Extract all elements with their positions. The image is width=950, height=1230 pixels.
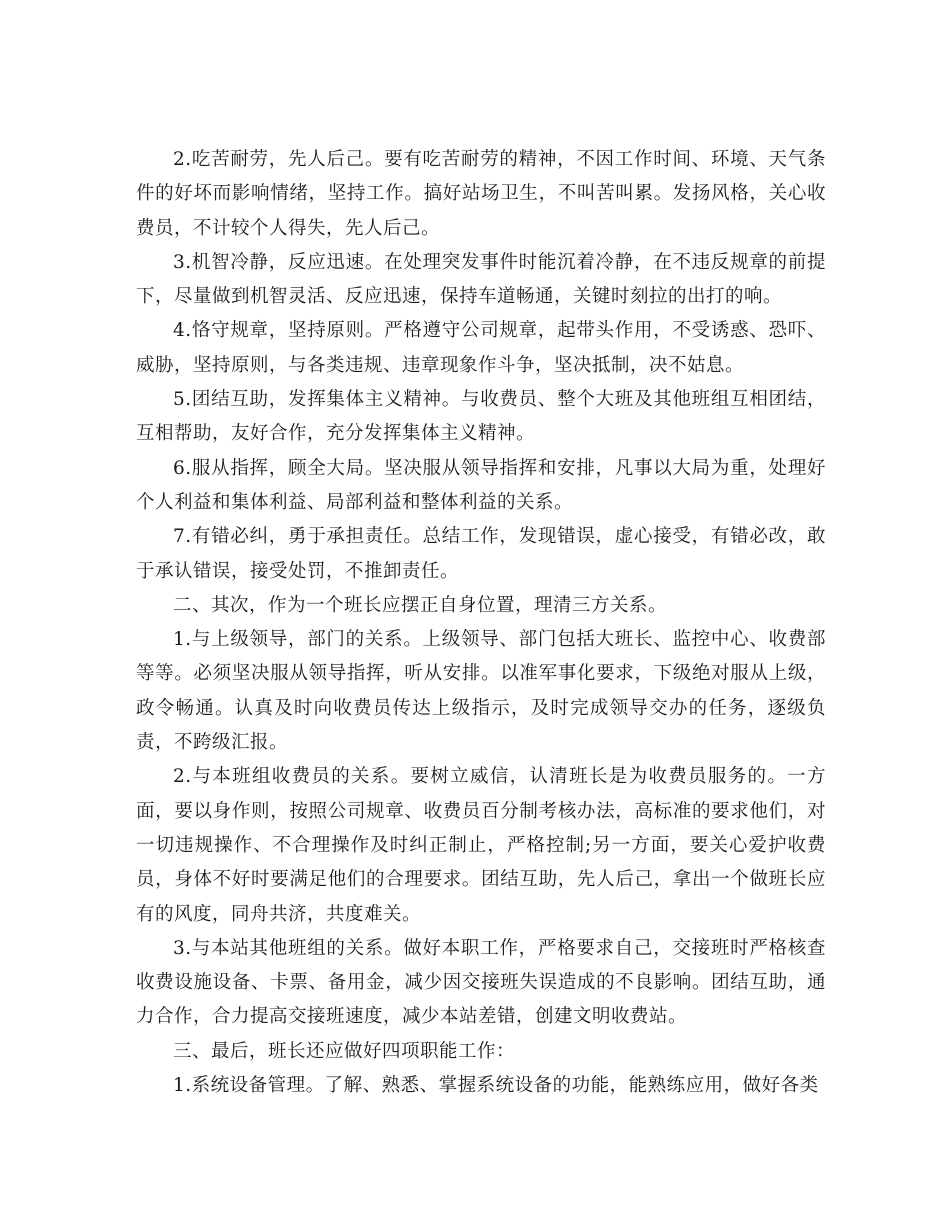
paragraph: 3.与本站其他班组的关系。做好本职工作，严格要求自己，交接班时严格核查收费设施设备、卡票、备用金，减少因交接班失误造成的不良影响。团结互助，通力合作，合力提高交接班速度，减少本站差错，创建文明收费站。 [136,937,826,1028]
paragraph: 7.有错必纠，勇于承担责任。总结工作，发现错误，虚心接受，有错必改，敢于承认错误，接受处罚，不推卸责任。 [136,526,826,582]
paragraph: 2.吃苦耐劳，先人后己。要有吃苦耐劳的精神，不因工作时间、环境、天气条件的好坏而影响情绪，坚持工作。搞好站场卫生，不叫苦叫累。发扬风格，关心收费员，不计较个人得失，先人后己。 [136,149,826,239]
paragraph: 1.与上级领导，部门的关系。上级领导、部门包括大班长、监控中心、收费部等等。必须坚决服从领导指挥，听从安排。以准军事化要求，下级绝对服从上级，政令畅通。认真及时向收费员传达上级指示，及时完成领导交办的任务，逐级负责，不跨级汇报。 [136,629,826,754]
paragraph: 3.机智冷静，反应迅速。在处理突发事件时能沉着冷静，在不违反规章的前提下，尽量做到机智灵活、反应迅速，保持车道畅通，关键时刻拉的出打的响。 [136,251,826,308]
section-heading: 二、其次，作为一个班长应摆正自身位置，理清三方关系。 [173,594,668,616]
paragraph: 4.恪守规章，坚持原则。严格遵守公司规章，起带头作用，不受诱惑、恐吓、威胁，坚持原则，与各类违规、违章现象作斗争，坚决抵制，决不姑息。 [136,320,826,376]
section-heading: 三、最后，班长还应做好四项职能工作： [173,1040,516,1062]
paragraph: 1.系统设备管理。了解、熟悉、掌握系统设备的功能，能熟练应用，做好各类 [173,1075,819,1097]
paragraph: 5.团结互助，发挥集体主义精神。与收费员、整个大班及其他班组互相团结，互相帮助，友好合作，充分发挥集体主义精神。 [136,389,826,445]
paragraph: 6.服从指挥，顾全大局。坚决服从领导指挥和安排，凡事以大局为重，处理好个人利益和集体利益、局部利益和整体利益的关系。 [136,457,826,513]
paragraph: 2.与本班组收费员的关系。要树立威信，认清班长是为收费员服务的。一方面，要以身作则，按照公司规章、收费员百分制考核办法，高标准的要求他们，对一切违规操作、不合理操作及时纠正制止，严格控制;另一方面，要关心爱护收费员，身体不好时要满足他们的合理要求。团结互助，先人后己，拿出一个做班长应有的风度，同舟共济，共度难关。 [136,766,826,925]
document-body [136,143,826,1103]
